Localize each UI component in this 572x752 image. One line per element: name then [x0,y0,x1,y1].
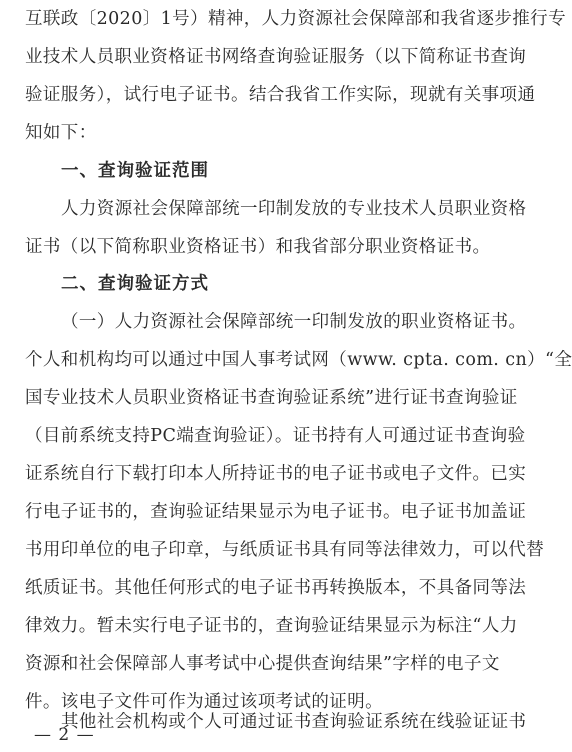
body-line-3: 验证服务），试行电子证书。结合我省工作实际，现就有关事项通 [25,85,536,105]
body-line-10: 个人和机构均可以通过中国人事考试网（www. cpta. com. cn）“全 [25,350,572,370]
body-line-16: 纸质证书。其他任何形式的电子证书再转换版本，不具备同等法 [25,578,527,598]
body-line-14: 行电子证书的，查询验证结果显示为电子证书。电子证书加盖证 [25,502,527,522]
body-line-12: （目前系统支持PC端查询验证）。证书持有人可通过证书查询验 [25,426,526,446]
section-heading-2: 二、查询验证方式 [61,274,209,294]
body-line-18: 资源和社会保障部人事考试中心提供查询结果”字样的电子文 [25,654,500,674]
body-line-20: 其他社会机构或个人可通过证书查询验证系统在线验证证书 [61,712,527,732]
body-line-11: 国专业技术人员职业资格证书查询验证系统”进行证书查询验证 [25,388,518,408]
page-number: — 2 — [34,725,95,745]
section-heading-1: 一、查询验证范围 [61,161,209,181]
body-line-9: （一）人力资源社会保障部统一印制发放的职业资格证书。 [61,312,527,332]
body-line-19: 件。该电子文件可作为通过该项考试的证明。 [25,692,383,712]
body-line-6: 人力资源社会保障部统一印制发放的专业技术人员职业资格 [61,199,527,219]
body-line-4: 知如下： [25,123,97,143]
body-line-7: 证书（以下简称职业资格证书）和我省部分职业资格证书。 [25,237,491,257]
body-line-15: 书用印单位的电子印章，与纸质证书具有同等法律效力，可以代替 [25,540,545,560]
body-line-17: 律效力。暂未实行电子证书的，查询验证结果显示为标注“人力 [25,616,518,636]
body-line-1: 互联政〔2020〕1号）精神，人力资源社会保障部和我省逐步推行专 [25,9,566,29]
body-line-2: 业技术人员职业资格证书网络查询验证服务（以下简称证书查询 [25,47,527,67]
body-line-13: 证系统自行下载打印本人所持证书的电子证书或电子文件。已实 [25,464,527,484]
